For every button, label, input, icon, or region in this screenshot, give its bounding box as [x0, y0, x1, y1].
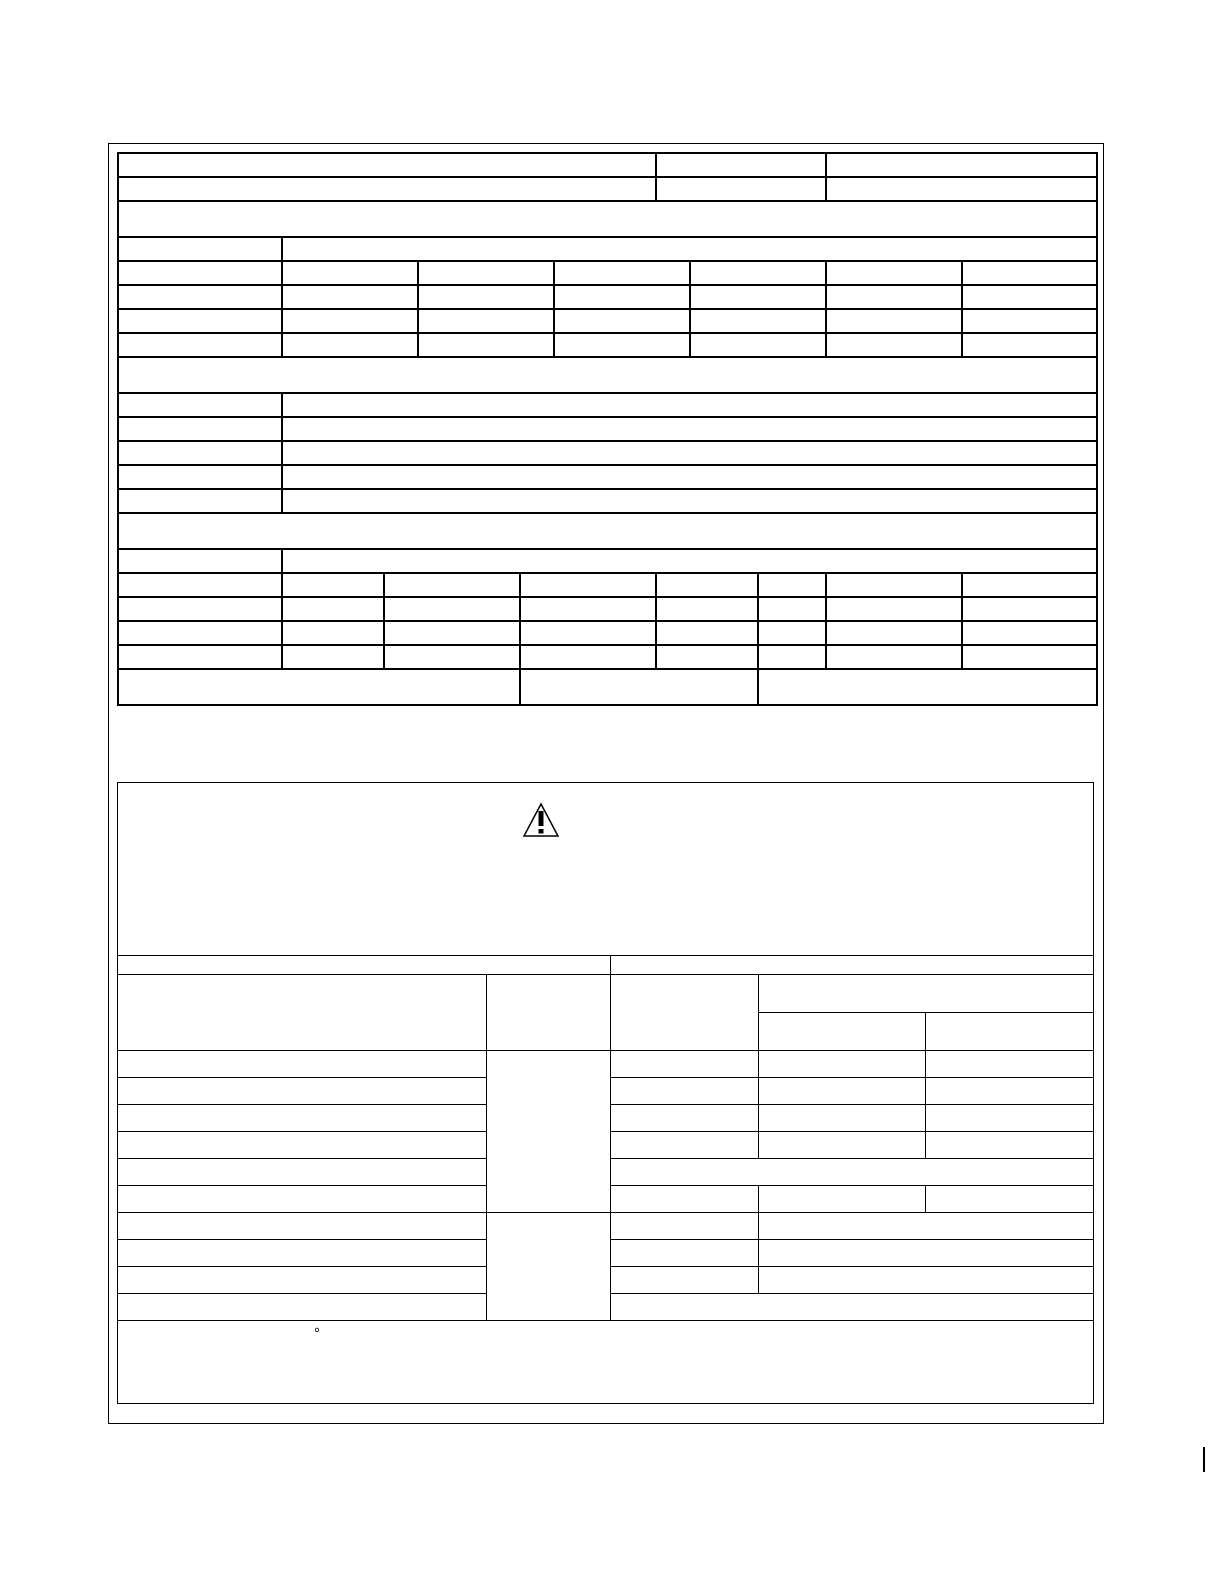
grid-cell[interactable] [656, 621, 758, 645]
grid-cell[interactable] [758, 645, 826, 669]
warning-triangle-icon [522, 802, 560, 838]
grid-row [118, 285, 1097, 309]
grid-cell[interactable] [962, 621, 1097, 645]
grid-cell[interactable] [690, 285, 826, 309]
grid-cell[interactable] [656, 645, 758, 669]
spec-cell[interactable] [611, 1078, 759, 1105]
field-cell[interactable] [282, 489, 1097, 513]
row-label [118, 417, 282, 441]
field-cell[interactable] [282, 417, 1097, 441]
grid-cell[interactable] [690, 333, 826, 357]
grid-cell[interactable] [520, 645, 656, 669]
grid-cell[interactable] [962, 261, 1097, 285]
section-title-row [118, 357, 1097, 393]
label-row [118, 237, 1097, 261]
label-row [118, 489, 1097, 513]
grid-cell[interactable] [282, 621, 384, 645]
field-cell[interactable] [282, 393, 1097, 417]
grid-cell[interactable] [384, 621, 520, 645]
field-cell[interactable] [282, 441, 1097, 465]
spec-cell[interactable] [118, 1267, 487, 1294]
grid-cell[interactable] [282, 309, 418, 333]
row-label [118, 309, 282, 333]
spec-cell[interactable] [118, 1186, 487, 1213]
footer-row [118, 669, 1097, 705]
row-label [118, 393, 282, 417]
grid-cell[interactable] [826, 285, 962, 309]
spec-cell[interactable] [611, 1240, 759, 1267]
grid-cell[interactable] [520, 621, 656, 645]
grid-cell[interactable] [418, 333, 554, 357]
grid-cell[interactable] [656, 573, 758, 597]
section-title [118, 357, 1097, 393]
spec-cell[interactable] [926, 1105, 1094, 1132]
spec-group-cell[interactable] [487, 1051, 611, 1213]
grid-cell[interactable] [962, 597, 1097, 621]
grid-cell[interactable] [758, 621, 826, 645]
spec-subheader-row [118, 975, 1094, 1013]
notes-row [118, 1321, 1094, 1404]
spec-cell[interactable] [759, 1051, 926, 1078]
grid-row [118, 261, 1097, 285]
warning-row [118, 783, 1094, 956]
spec-subheader-cell [118, 975, 487, 1051]
spec-cell[interactable] [611, 1159, 1094, 1186]
spec-subheader-cell [611, 975, 759, 1051]
spec-cell[interactable] [611, 1051, 759, 1078]
section-title-row [118, 201, 1097, 237]
warning-table [117, 782, 1094, 1404]
label-row [118, 549, 1097, 573]
footer-cell[interactable] [520, 669, 758, 705]
row-label [118, 441, 282, 465]
spec-cell[interactable] [118, 1159, 487, 1186]
spec-subheader-cell [487, 975, 611, 1051]
grid-cell[interactable] [282, 597, 384, 621]
spec-cell[interactable] [926, 1186, 1094, 1213]
spec-subheader-cell [759, 975, 1094, 1013]
spec-cell[interactable] [926, 1132, 1094, 1159]
spec-cell[interactable] [118, 1294, 487, 1321]
grid-cell[interactable] [418, 285, 554, 309]
header-cell[interactable] [826, 153, 1097, 177]
row-label [118, 333, 282, 357]
grid-cell[interactable] [656, 597, 758, 621]
label-row [118, 465, 1097, 489]
grid-cell[interactable] [758, 597, 826, 621]
spec-cell[interactable] [759, 1213, 1094, 1240]
spec-cell[interactable] [759, 1078, 926, 1105]
grid-cell[interactable] [962, 645, 1097, 669]
grid-cell[interactable] [282, 261, 418, 285]
row-label [118, 645, 282, 669]
grid-row [118, 621, 1097, 645]
grid-cell[interactable] [384, 597, 520, 621]
spec-header-row [118, 956, 1094, 975]
grid-cell[interactable] [826, 597, 962, 621]
header-cell[interactable] [826, 177, 1097, 201]
spec-cell[interactable] [759, 1267, 1094, 1294]
spec-subheader-cell [926, 1013, 1094, 1051]
spec-cell[interactable] [759, 1132, 926, 1159]
spec-cell[interactable] [611, 1105, 759, 1132]
grid-cell[interactable] [826, 309, 962, 333]
row-label [118, 573, 282, 597]
grid-cell[interactable] [826, 621, 962, 645]
grid-cell[interactable] [282, 573, 384, 597]
row-label [118, 549, 282, 573]
spec-cell[interactable] [759, 1186, 926, 1213]
header-cell[interactable] [118, 177, 656, 201]
row-label [118, 237, 282, 261]
grid-cell[interactable] [962, 309, 1097, 333]
spec-cell[interactable] [118, 1051, 487, 1078]
spec-header-cell [611, 956, 1094, 975]
grid-cell[interactable] [384, 645, 520, 669]
grid-cell[interactable] [554, 285, 690, 309]
spec-cell[interactable] [118, 1132, 487, 1159]
spec-cell[interactable] [118, 1105, 487, 1132]
grid-cell[interactable] [690, 309, 826, 333]
spec-cell[interactable] [118, 1078, 487, 1105]
grid-cell[interactable] [418, 261, 554, 285]
grid-cell[interactable] [554, 309, 690, 333]
section-title [118, 201, 1097, 237]
grid-cell[interactable] [826, 333, 962, 357]
spec-cell[interactable] [611, 1213, 759, 1240]
spec-cell[interactable] [926, 1051, 1094, 1078]
grid-cell[interactable] [418, 309, 554, 333]
spec-cell[interactable] [759, 1105, 926, 1132]
spec-cell[interactable] [118, 1240, 487, 1267]
grid-cell[interactable] [962, 333, 1097, 357]
row-label [118, 261, 282, 285]
spec-subheader-cell [759, 1013, 926, 1051]
grid-cell[interactable] [826, 645, 962, 669]
spec-header-cell [118, 956, 611, 975]
warning-box [118, 783, 1094, 956]
header-cell[interactable] [656, 177, 826, 201]
spec-row [118, 1051, 1094, 1078]
label-row [118, 393, 1097, 417]
spec-cell[interactable] [611, 1132, 759, 1159]
form-grid [117, 152, 1098, 706]
grid-cell[interactable] [826, 573, 962, 597]
row-label [118, 489, 282, 513]
notes-cell[interactable] [118, 1321, 1094, 1404]
grid-row [118, 573, 1097, 597]
row-label [118, 621, 282, 645]
spec-cell[interactable] [759, 1240, 1094, 1267]
header-cell[interactable] [656, 153, 826, 177]
grid-cell[interactable] [826, 261, 962, 285]
grid-cell[interactable] [520, 573, 656, 597]
grid-row [118, 645, 1097, 669]
spec-group-cell[interactable] [487, 1213, 611, 1321]
grid-cell[interactable] [758, 573, 826, 597]
header-cell[interactable] [118, 153, 656, 177]
spec-cell[interactable] [611, 1294, 1094, 1321]
margin-mark [1203, 1447, 1205, 1472]
grid-cell[interactable] [554, 333, 690, 357]
spec-cell[interactable] [611, 1186, 759, 1213]
grid-row [118, 597, 1097, 621]
field-cell[interactable] [282, 549, 1097, 573]
grid-cell[interactable] [554, 261, 690, 285]
grid-cell[interactable] [282, 285, 418, 309]
spec-cell[interactable] [118, 1213, 487, 1240]
header-row-1 [118, 153, 1097, 177]
grid-cell[interactable] [384, 573, 520, 597]
section-title-row [118, 513, 1097, 549]
row-label [118, 285, 282, 309]
header-row-2 [118, 177, 1097, 201]
label-row [118, 417, 1097, 441]
spec-row [118, 1213, 1094, 1240]
grid-cell[interactable] [690, 261, 826, 285]
grid-cell[interactable] [520, 597, 656, 621]
field-cell[interactable] [282, 465, 1097, 489]
spec-cell[interactable] [611, 1267, 759, 1294]
grid-row [118, 333, 1097, 357]
label-row [118, 441, 1097, 465]
footer-cell[interactable] [118, 669, 520, 705]
grid-cell[interactable] [962, 573, 1097, 597]
grid-row [118, 309, 1097, 333]
row-label [118, 597, 282, 621]
section-title [118, 513, 1097, 549]
degree-symbol: ° [314, 1325, 320, 1342]
grid-cell[interactable] [962, 285, 1097, 309]
grid-cell[interactable] [282, 645, 384, 669]
field-cell[interactable] [282, 237, 1097, 261]
footer-cell[interactable] [758, 669, 1097, 705]
grid-cell[interactable] [282, 333, 418, 357]
row-label [118, 465, 282, 489]
spec-cell[interactable] [926, 1078, 1094, 1105]
